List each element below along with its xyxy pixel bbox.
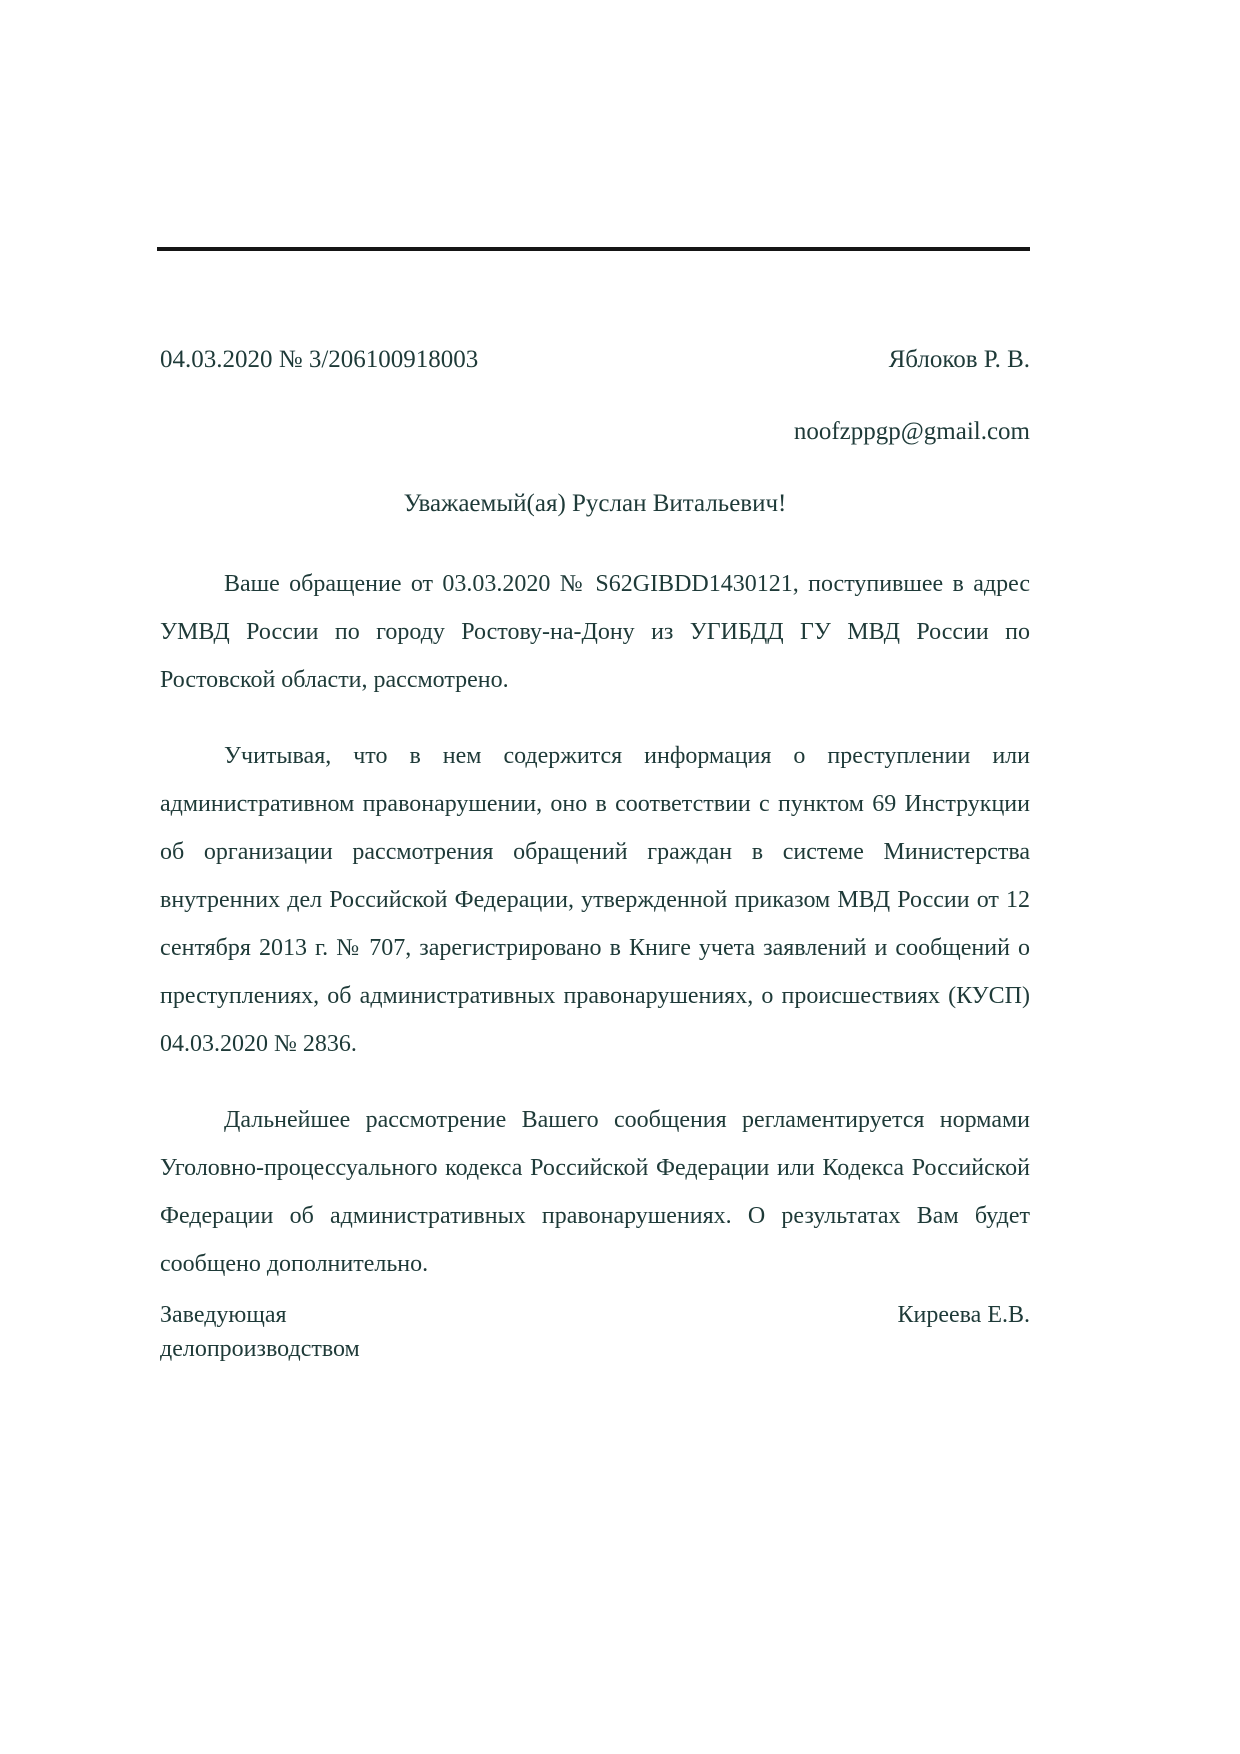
- paragraph-further-review: Дальнейшее рассмотрение Вашего сообщения регламентируется нормами Уголовно-процессуального кодекса Российской Федерации или Кодекса Российской Федерации об административных правонарушениях. О результатах Вам будет сообщено дополнительно.: [160, 1107, 1030, 1277]
- letter-content: [160, 346, 1030, 1366]
- signature-block: [160, 1298, 1030, 1366]
- addressee-email: noofzppgp@gmail.com: [793, 418, 1030, 445]
- header-rule: [157, 247, 1030, 251]
- paragraph-appeal-received: Ваше обращение от 03.03.2020 № S62GIBDD1430121, поступившее в адрес УМВД России по городу Ростову-на-Дону из УГИБДД ГУ МВД России по Ростовской области, рассмотрено.: [160, 571, 1030, 693]
- signer-position: [160, 1298, 360, 1366]
- reference-row: [160, 346, 1030, 374]
- signer-name: Киреева Е.В.: [897, 1302, 1030, 1328]
- reference-number: 04.03.2020 № 3/206100918003: [160, 346, 479, 373]
- paragraph-registration: Учитывая, что в нем содержится информация о преступлении или административном правонарушении, оно в соответствии с пунктом 69 Инструкции об организации рассмотрения обращений граждан в системе Министерства внутренних дел Российской Федерации, утвержденной приказом МВД России от 12 сентября 2013 г. № 707, зарегистрировано в Книге учета заявлений и сообщений о преступлениях, об административных правонарушениях, о происшествиях (КУСП) 04.03.2020 № 2836.: [160, 743, 1030, 1057]
- salutation: Уважаемый(ая) Руслан Витальевич!: [403, 490, 787, 517]
- signer-position-line1: Заведующая: [160, 1302, 287, 1328]
- addressee-name: Яблоков Р. В.: [888, 346, 1030, 373]
- signer-position-line2: делопроизводством: [160, 1336, 360, 1362]
